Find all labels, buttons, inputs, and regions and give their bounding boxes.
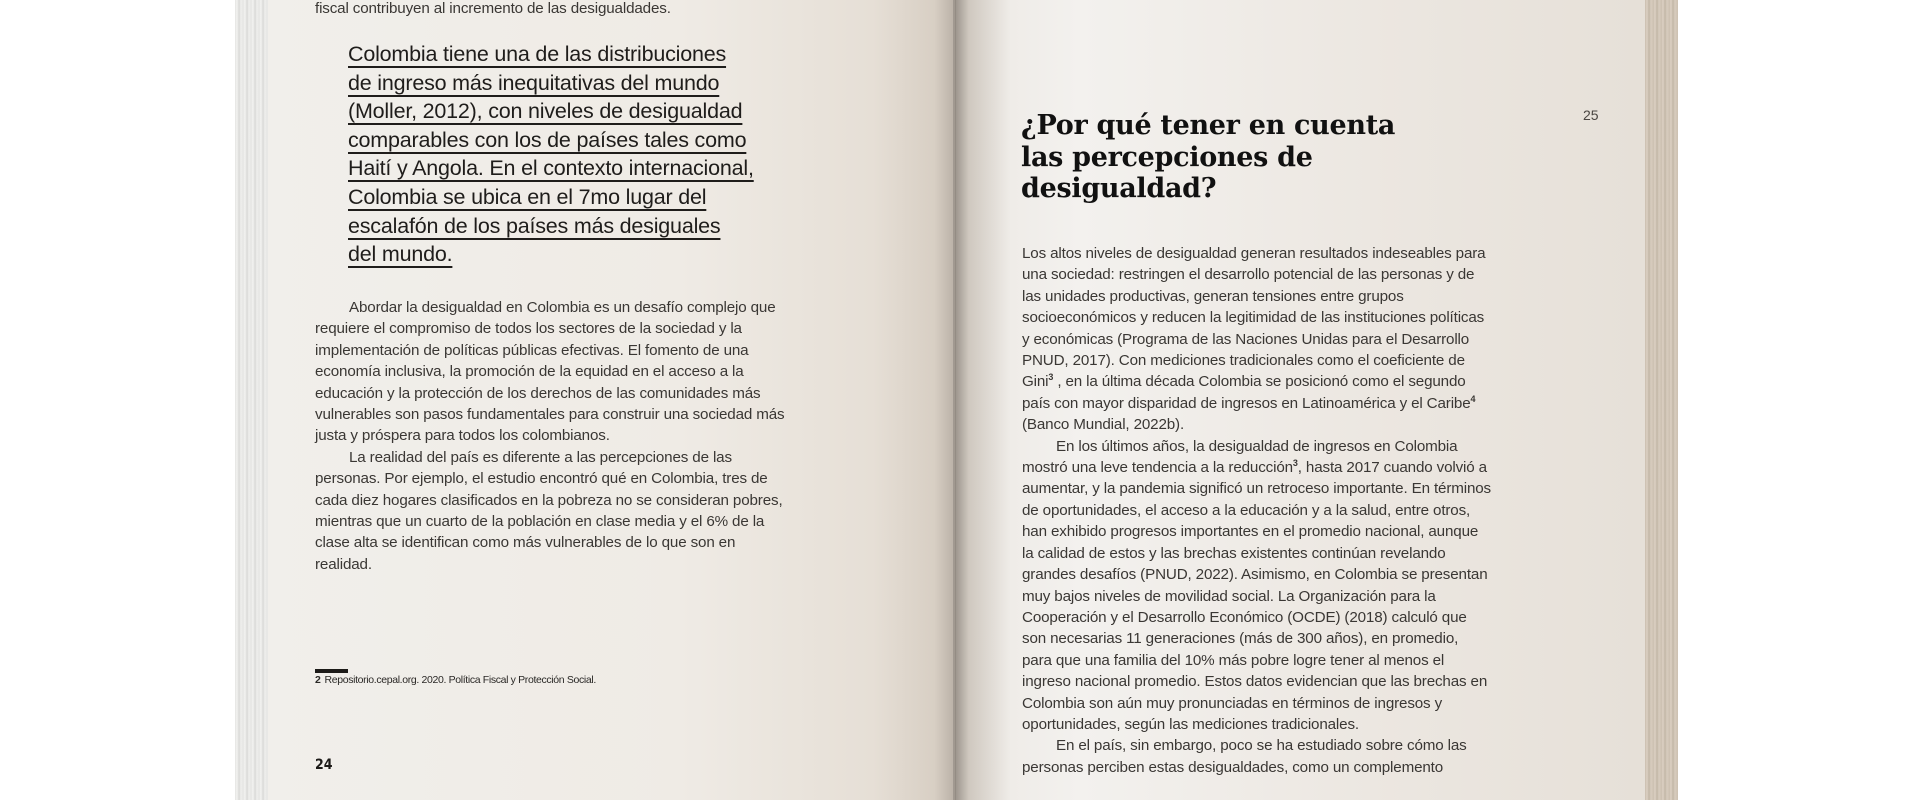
pullquote-line: de ingreso más inequitativas del mundo — [348, 70, 720, 95]
footnote-text: Repositorio.cepal.org. 2020. Política Fiscal y Protección Social. — [324, 674, 596, 686]
heading-line: desigualdad? — [1021, 173, 1217, 204]
footnote-ref: 3 — [1292, 458, 1298, 468]
pullquote-line: del mundo. — [348, 242, 453, 267]
footnote — [315, 674, 596, 686]
paragraph: Abordar la desigualdad en Colombia es un desafío complejo que requiere el compromiso de todos los sectores de la sociedad y la implementación de políticas públicas efectivas. El fomento de una economía inclusiva, la promoción de la equidad en el acceso a la educación y la protección de los derechos de las comunidades más vulnerables son pasos fundamentales para construir una sociedad más justa y próspera para todos los colombianos. — [315, 299, 785, 445]
continued-text-line: fiscal contribuyen al incremento de las desigualdades. — [315, 0, 671, 17]
footnote-ref: 3 — [1048, 372, 1054, 383]
paragraph: En el país, sin embargo, poco se ha estudiado sobre cómo las personas perciben estas desigualdades, como un complemento — [1022, 737, 1467, 776]
book-spine — [953, 0, 956, 800]
heading-line: ¿Por qué tener en cuenta — [1021, 110, 1396, 141]
pullquote-line: Colombia se ubica en el 7mo lugar del — [348, 184, 707, 209]
page-edges-left — [235, 0, 268, 800]
footnote-ref: 4 — [1470, 393, 1476, 404]
text-run: , hasta 2017 cuando volvió a aumentar, y la pandemia significó un retroceso importante. En términos de oportunidades, el acceso a la educación y a la salud, entre otros, han exhibido progresos importantes en el promedio nacional, aunque la calidad de estos y las brechas existentes continúan revelando grandes desafíos (PNUD, 2022). Asimismo, en Colombia se presentan muy bajos niveles de movilidad social. La Organización para la Cooperación y el Desarrollo Económico (OCDE) (2018) calculó que son necesarias 11 generaciones (más de 300 años), en promedio, para que una familia del 10% más pobre logre tener al menos el ingreso nacional promedio. Estos datos evidencian que las brechas en Colombia son aún muy pronunciadas en términos de ingresos y oportunidades, según las mediciones tradicionales. — [1022, 459, 1491, 733]
pullquote — [348, 40, 788, 269]
pullquote-line: comparables con los de países tales como — [348, 127, 747, 152]
left-body-text — [315, 297, 785, 575]
text-run: , en la última década Colombia se posicionó como el segundo país con mayor disparidad de ingresos en Latinoamérica y el Caribe — [1022, 373, 1471, 412]
pullquote-line: (Moller, 2012), con niveles de desigualdad — [348, 99, 743, 124]
heading-line: las percepciones de — [1021, 141, 1313, 173]
section-heading — [1021, 110, 1421, 205]
pullquote-line: Colombia tiene una de las distribuciones — [348, 42, 727, 66]
pullquote-line: escalafón de los países más desiguales — [348, 213, 721, 238]
paragraph — [1022, 436, 1492, 736]
paragraph: La realidad del país es diferente a las percepciones de las personas. Por ejemplo, el estudio encontró qué en Colombia, tres de cada diez hogares clasificados en la pobreza no se consideran pobres, mientras que un cuarto de la población en clase media y el 6% de la clase alta se identifican como más vulnerables de lo que son en realidad. — [315, 448, 783, 573]
right-body-text — [1022, 243, 1492, 778]
page-number-right: 25 — [1583, 107, 1599, 123]
footnote-number: 2 — [315, 674, 321, 686]
page-number-left: 24 — [315, 757, 333, 773]
text-run: Los altos niveles de desigualdad generan resultados indeseables para una sociedad: restringen el desarrollo potencial de las personas y de las unidades productivas, generan tensiones entre grupos socioeconómicos y reducen la legitimidad de las instituciones políticas y económicas (Programa de las Naciones Unidas para el Desarrollo PNUD, 2017). Con mediciones tradicionales como el coeficiente de Gini — [1022, 245, 1486, 391]
footnote-rule — [315, 669, 348, 673]
pullquote-line: Haití y Angola. En el contexto internacional, — [348, 156, 754, 181]
text-run: En los últimos años, la desigualdad de ingresos en Colombia mostró una leve tendencia a la reducción — [1022, 437, 1458, 477]
paragraph — [1022, 243, 1492, 436]
page-edges-right — [1645, 0, 1678, 800]
text-run: (Banco Mundial, 2022b). — [1022, 416, 1185, 434]
